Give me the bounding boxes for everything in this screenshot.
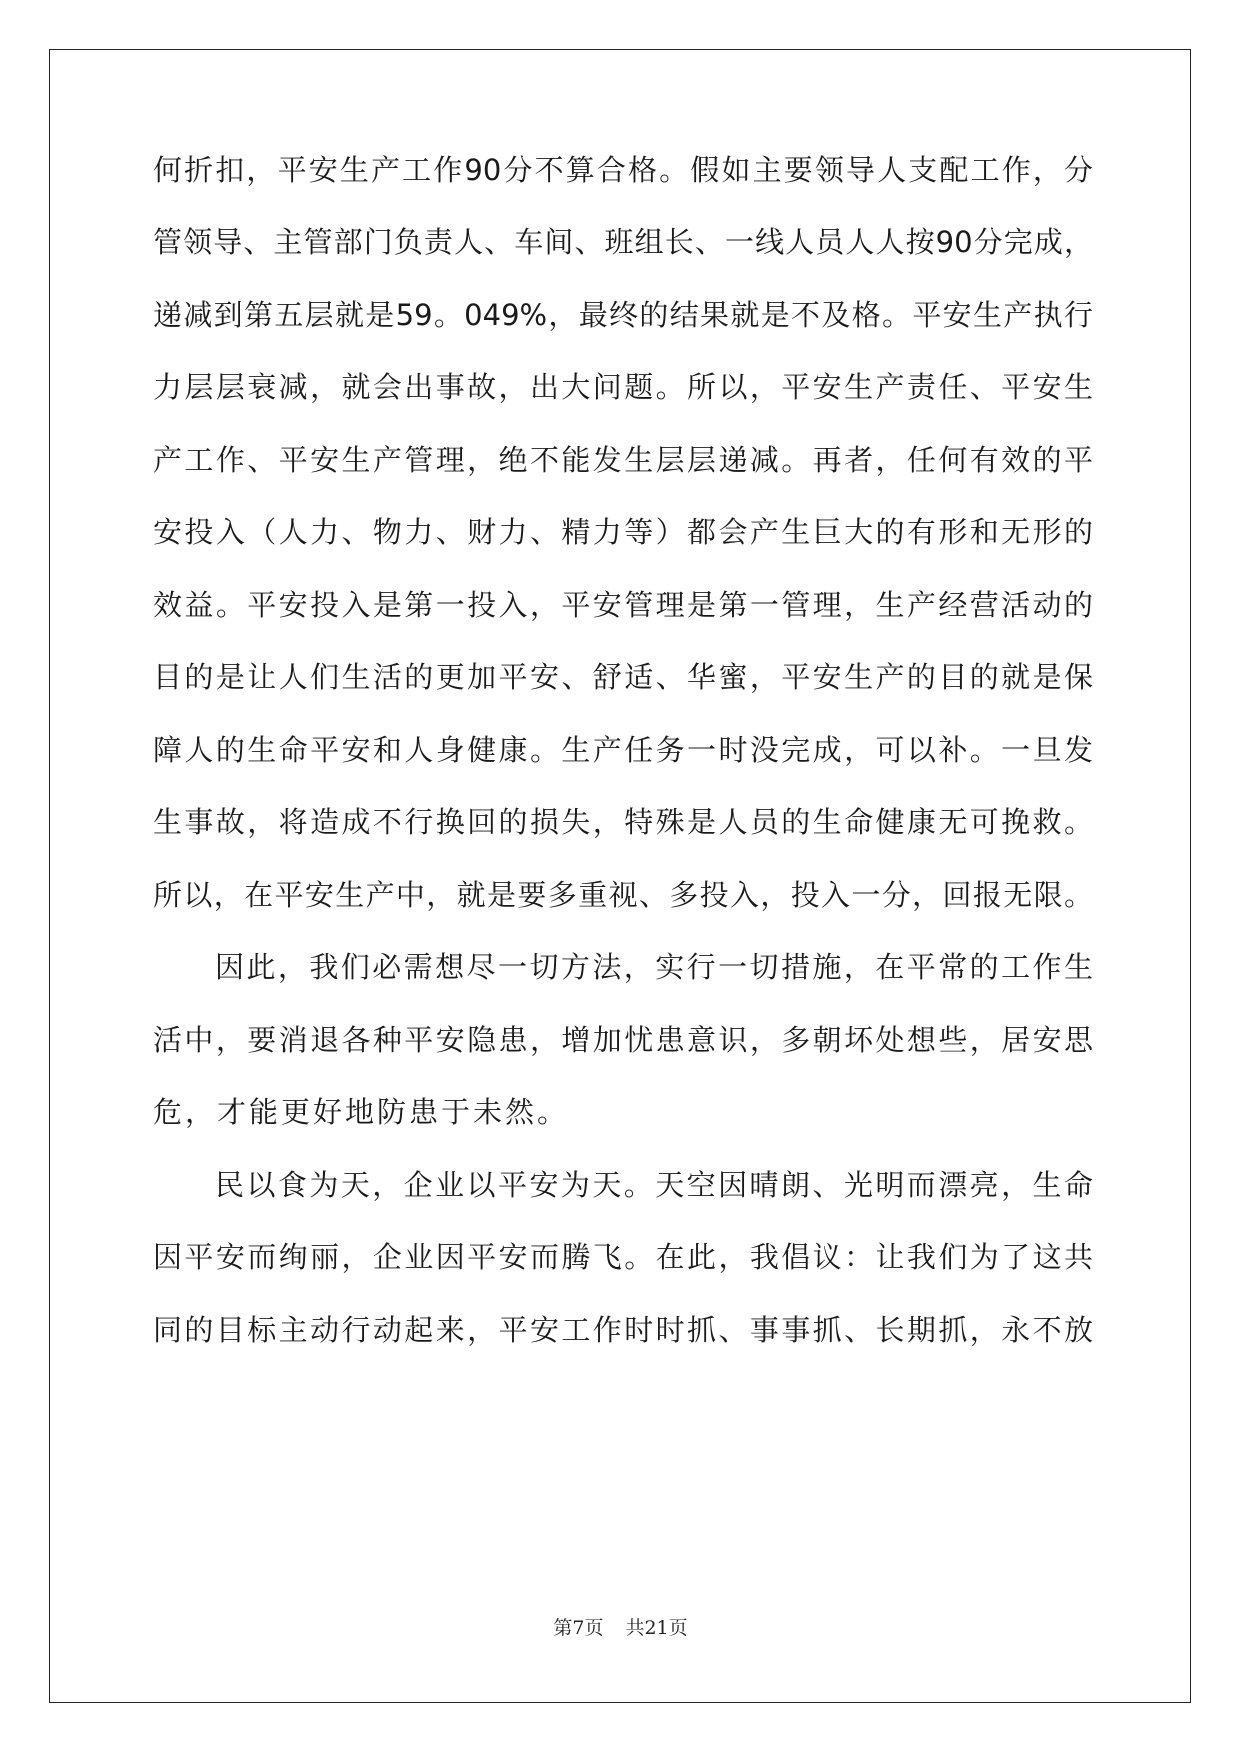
text-line: 生事故，将造成不行换回的损失，特殊是人员的生命健康无可挽救。 — [153, 805, 1093, 839]
text-line: 管领导、主管部门负责人、车间、班组长、一线人员人人按90分完成， — [153, 225, 1093, 259]
text-line: 效益。平安投入是第一投入，平安管理是第一管理，生产经营活动的 — [153, 588, 1093, 622]
text-line: 目的是让人们生活的更加平安、舒适、华蜜，平安生产的目的就是保 — [153, 660, 1093, 694]
text-line: 产工作、平安生产管理，绝不能发生层层递减。再者，任何有效的平 — [153, 443, 1093, 477]
text-line: 障人的生命平安和人身健康。生产任务一时没完成，可以补。一旦发 — [153, 733, 1093, 767]
text-line: 同的目标主动行动起来，平安工作时时抓、事事抓、长期抓，永不放 — [153, 1313, 1093, 1347]
text-line: 危，才能更好地防患于未然。 — [153, 1095, 570, 1129]
text-line: 安投入（人力、物力、财力、精力等）都会产生巨大的有形和无形的 — [153, 515, 1093, 549]
text-line: 活中，要消退各种平安隐患，增加忧患意识，多朝坏处想些，居安思 — [153, 1023, 1093, 1057]
text-line: 递减到第五层就是59。049%，最终的结果就是不及格。平安生产执行 — [153, 298, 1093, 332]
page-number: 第7页 — [553, 1617, 604, 1639]
paragraph-first-line: 因此，我们必需想尽一切方法，实行一切措施，在平常的工作生 — [215, 950, 1093, 984]
text-line: 何折扣，平安生产工作90分不算合格。假如主要领导人支配工作，分 — [153, 153, 1093, 187]
page-footer — [0, 1613, 1241, 1640]
text-line: 因平安而绚丽，企业因平安而腾飞。在此，我倡议：让我们为了这共 — [153, 1240, 1093, 1274]
text-line: 力层层衰减，就会出事故，出大问题。所以，平安生产责任、平安生 — [153, 370, 1093, 404]
text-line: 所以，在平安生产中，就是要多重视、多投入，投入一分，回报无限。 — [153, 878, 1093, 912]
paragraph-first-line: 民以食为天，企业以平安为天。天空因晴朗、光明而漂亮，生命 — [215, 1168, 1093, 1202]
page-total: 共21页 — [625, 1617, 688, 1639]
